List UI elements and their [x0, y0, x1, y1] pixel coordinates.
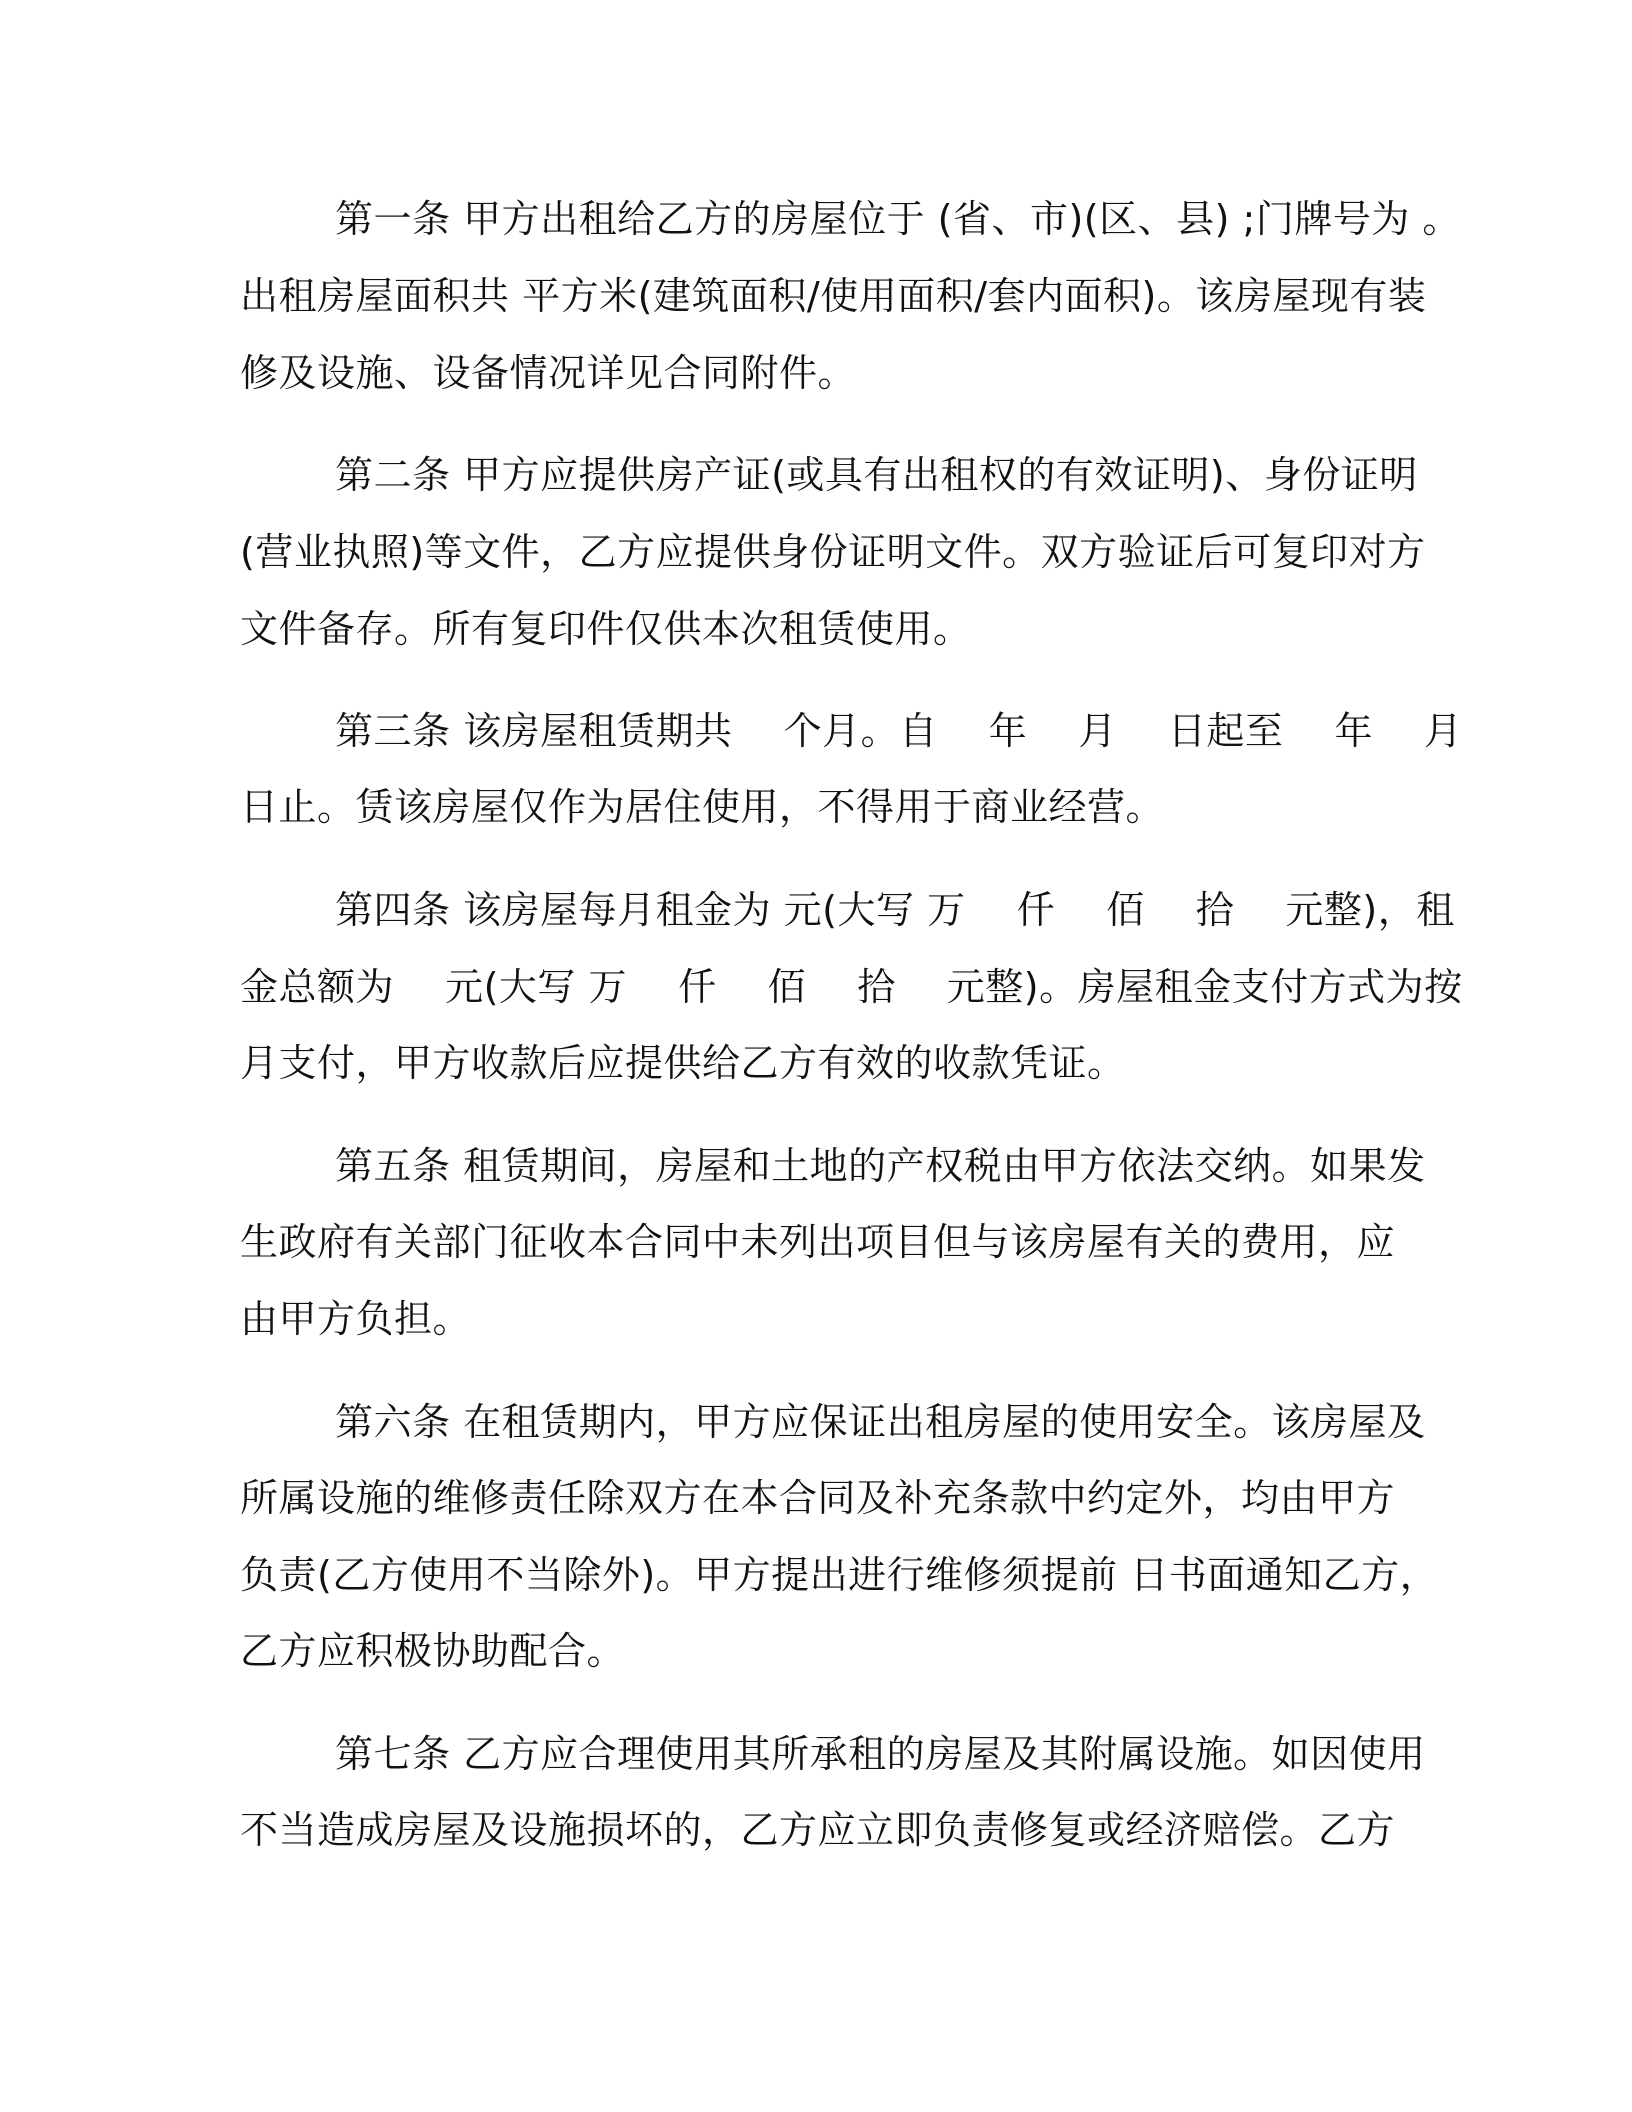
clause-5-line-1: 第五条 租赁期间，房屋和土地的产权税由甲方依法交纳。如果发 [335, 1144, 1426, 1188]
clause-7-line-2: 不当造成房屋及设施损坏的，乙方应立即负责修复或经济赔偿。乙方 [240, 1808, 1396, 1852]
clause-2-line-3: 文件备存。所有复印件仅供本次租赁使用。 [240, 607, 972, 651]
clause-1-line-2: 出租房屋面积共 平方米(建筑面积/使用面积/套内面积)。该房屋现有装 [240, 274, 1427, 318]
clause-6-line-4: 乙方应积极协助配合。 [240, 1629, 626, 1673]
clause-4-line-3: 月支付，甲方收款后应提供给乙方有效的收款凭证。 [240, 1041, 1126, 1085]
clause-3-line-1: 第三条 该房屋租赁期共 个月。自 年 月 日起至 年 月 [335, 709, 1463, 753]
clause-5-line-3: 由甲方负担。 [240, 1297, 472, 1341]
clause-2-line-2: (营业执照)等文件，乙方应提供身份证明文件。双方验证后可复印对方 [240, 530, 1426, 574]
clause-7-line-1: 第七条 乙方应合理使用其所承租的房屋及其附属设施。如因使用 [335, 1732, 1426, 1776]
clause-1-line-3: 修及设施、设备情况详见合同附件。 [240, 351, 857, 395]
clause-4-line-1: 第四条 该房屋每月租金为 元(大写 万 仟 佰 拾 元整)，租 [335, 888, 1455, 932]
clause-1-line-1: 第一条 甲方出租给乙方的房屋位于 (省、市)(区、县) ;门牌号为 。 [335, 197, 1461, 241]
clause-6-line-3: 负责(乙方使用不当除外)。甲方提出进行维修须提前 日书面通知乙方， [240, 1553, 1439, 1597]
clause-6-line-1: 第六条 在租赁期内，甲方应保证出租房屋的使用安全。该房屋及 [335, 1400, 1426, 1444]
clause-2-line-1: 第二条 甲方应提供房产证(或具有出租权的有效证明)、身份证明 [335, 453, 1418, 497]
clause-4-line-2: 金总额为 元(大写 万 仟 佰 拾 元整)。房屋租金支付方式为按 [240, 965, 1463, 1009]
clause-3-line-2: 日止。赁该房屋仅作为居住使用，不得用于商业经营。 [240, 785, 1165, 829]
clause-5-line-2: 生政府有关部门征收本合同中未列出项目但与该房屋有关的费用，应 [240, 1220, 1396, 1264]
clause-6-line-2: 所属设施的维修责任除双方在本合同及补充条款中约定外，均由甲方 [240, 1476, 1396, 1520]
